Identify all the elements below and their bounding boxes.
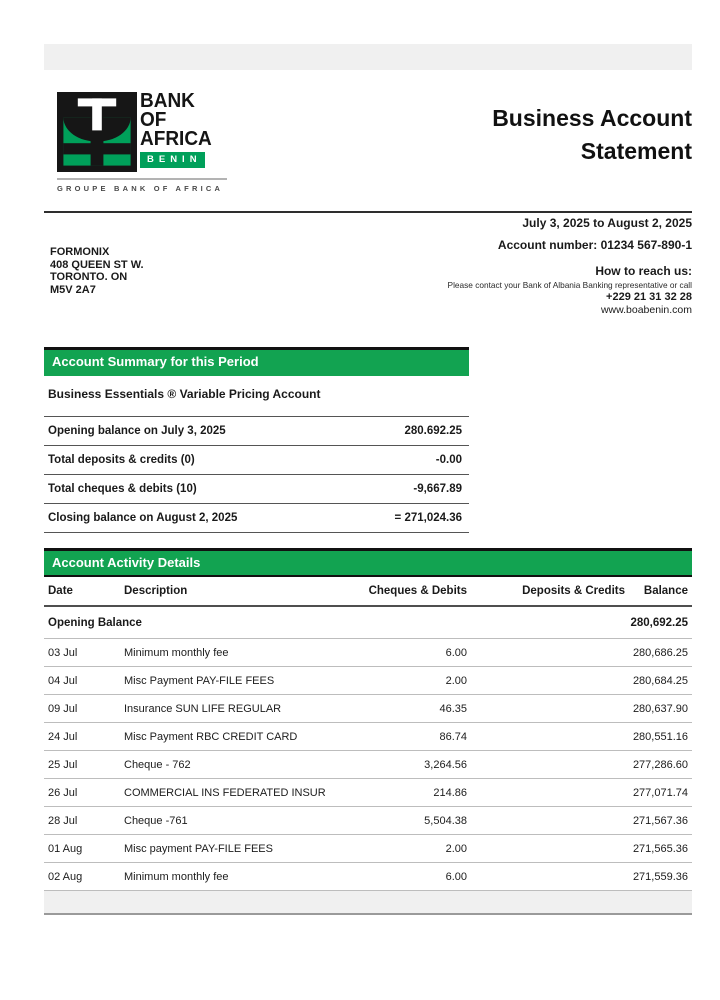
cell-description: Cheque -761 bbox=[124, 814, 188, 827]
customer-address bbox=[50, 246, 144, 296]
address-line-4: M5V 2A7 bbox=[50, 283, 96, 296]
cell-date: 28 Jul bbox=[48, 814, 78, 827]
account-summary-table bbox=[44, 416, 469, 533]
bank-logo bbox=[57, 92, 227, 193]
address-line-3: TORONTO. ON bbox=[50, 271, 128, 283]
account-activity-section bbox=[44, 548, 692, 891]
cell-date: 09 Jul bbox=[48, 702, 78, 715]
contact-website: www.boabenin.com bbox=[600, 304, 692, 316]
cell-date: 01 Aug bbox=[48, 842, 83, 855]
summary-value: 280.692.25 bbox=[404, 425, 462, 437]
summary-label: Opening balance on July 3, 2025 bbox=[48, 425, 226, 437]
column-header-description: Description bbox=[124, 585, 188, 597]
table-row bbox=[44, 639, 692, 667]
logo-divider bbox=[57, 178, 227, 180]
cell-balance: 280,684.25 bbox=[632, 674, 688, 687]
cell-date: 02 Aug bbox=[48, 870, 83, 883]
contact-heading: How to reach us: bbox=[595, 264, 692, 278]
account-number: Account number: 01234 567-890-1 bbox=[497, 238, 692, 252]
cell-description: Misc Payment RBC CREDIT CARD bbox=[124, 730, 298, 743]
table-row bbox=[44, 723, 692, 751]
logo-word-of: OF bbox=[140, 109, 167, 131]
column-header-credits: Deposits & Credits bbox=[522, 585, 625, 597]
cell-debit: 46.35 bbox=[439, 702, 467, 715]
summary-label: Total cheques & debits (10) bbox=[48, 483, 197, 495]
table-row bbox=[44, 751, 692, 779]
header-rule bbox=[44, 211, 692, 213]
cell-description: Misc Payment PAY-FILE FEES bbox=[124, 674, 275, 687]
account-summary-banner: Account Summary for this Period bbox=[44, 347, 469, 376]
summary-row-opening bbox=[44, 417, 469, 446]
column-header-balance: Balance bbox=[643, 585, 688, 597]
cell-debit: 6.00 bbox=[445, 646, 467, 659]
cell-balance: 271,559.36 bbox=[632, 870, 688, 883]
cell-balance: 271,567.36 bbox=[632, 814, 688, 827]
bottom-gray-bar bbox=[44, 891, 692, 915]
summary-value: -9,667.89 bbox=[413, 483, 462, 495]
logo-wordmark bbox=[140, 92, 216, 168]
cell-date: 04 Jul bbox=[48, 674, 78, 687]
summary-value: -0.00 bbox=[435, 454, 462, 466]
cell-debit: 3,264.56 bbox=[424, 758, 467, 771]
cell-balance: 277,286.60 bbox=[632, 758, 688, 771]
table-row bbox=[44, 695, 692, 723]
address-line-2: 408 QUEEN ST W. bbox=[50, 258, 144, 271]
cell-debit: 86.74 bbox=[439, 730, 467, 743]
summary-label: Closing balance on August 2, 2025 bbox=[48, 512, 238, 524]
cell-debit: 5,504.38 bbox=[424, 814, 467, 827]
cell-balance: 280,551.16 bbox=[632, 730, 688, 743]
logo-group-text: GROUPE BANK OF AFRICA bbox=[57, 184, 224, 193]
logo-word-bank: BANK bbox=[140, 90, 195, 112]
cell-balance: 271,565.36 bbox=[632, 842, 688, 855]
cell-description: Cheque - 762 bbox=[124, 758, 191, 771]
cell-date: 26 Jul bbox=[48, 786, 78, 799]
table-row bbox=[44, 779, 692, 807]
contact-note: Please contact your Bank of Albania Banking representative or call bbox=[447, 280, 692, 290]
address-line-1: FORMONIX bbox=[50, 246, 110, 258]
logo-row bbox=[57, 92, 227, 172]
column-header-date: Date bbox=[48, 585, 73, 597]
logo-word-africa: AFRICA bbox=[140, 128, 212, 150]
cell-debit: 2.00 bbox=[445, 674, 467, 687]
bank-of-africa-logo-icon bbox=[57, 92, 137, 172]
cell-date: 24 Jul bbox=[48, 730, 78, 743]
contact-phone: +229 21 31 32 28 bbox=[606, 291, 692, 303]
summary-row-deposits bbox=[44, 446, 469, 475]
cell-description: COMMERCIAL INS FEDERATED INSUR bbox=[124, 786, 326, 799]
cell-balance: 280,686.25 bbox=[632, 646, 688, 659]
column-header-debits: Cheques & Debits bbox=[368, 585, 467, 597]
statement-period: July 3, 2025 to August 2, 2025 bbox=[522, 216, 692, 230]
contact-block bbox=[448, 264, 692, 316]
summary-row-debits bbox=[44, 475, 469, 504]
cell-date: 25 Jul bbox=[48, 758, 78, 771]
cell-debit: 2.00 bbox=[445, 842, 467, 855]
cell-description: Misc payment PAY-FILE FEES bbox=[124, 842, 273, 855]
activity-header-row bbox=[44, 577, 692, 607]
cell-balance: 280,637.90 bbox=[632, 702, 688, 715]
summary-row-closing bbox=[44, 504, 469, 533]
top-gray-bar bbox=[44, 44, 692, 70]
cell-description: Minimum monthly fee bbox=[124, 870, 229, 883]
page-title-line2: Statement bbox=[580, 138, 692, 164]
cell-description: Minimum monthly fee bbox=[124, 646, 229, 659]
product-name: Business Essentials ® Variable Pricing Account bbox=[48, 387, 321, 401]
summary-value: = 271,024.36 bbox=[394, 512, 462, 524]
opening-balance-row bbox=[44, 607, 692, 639]
table-row bbox=[44, 807, 692, 835]
opening-balance-label: Opening Balance bbox=[48, 616, 142, 629]
page-title-line1: Business Account bbox=[492, 105, 692, 131]
opening-balance-value: 280,692.25 bbox=[630, 616, 688, 629]
cell-description: Insurance SUN LIFE REGULAR bbox=[124, 702, 282, 715]
cell-debit: 214.86 bbox=[433, 786, 467, 799]
cell-debit: 6.00 bbox=[445, 870, 467, 883]
table-row bbox=[44, 667, 692, 695]
logo-country-band: BENIN bbox=[140, 152, 205, 168]
table-row bbox=[44, 863, 692, 891]
summary-label: Total deposits & credits (0) bbox=[48, 454, 195, 466]
cell-date: 03 Jul bbox=[48, 646, 78, 659]
page-title bbox=[492, 102, 692, 168]
cell-balance: 277,071.74 bbox=[632, 786, 688, 799]
table-row bbox=[44, 835, 692, 863]
account-activity-banner: Account Activity Details bbox=[44, 548, 692, 577]
